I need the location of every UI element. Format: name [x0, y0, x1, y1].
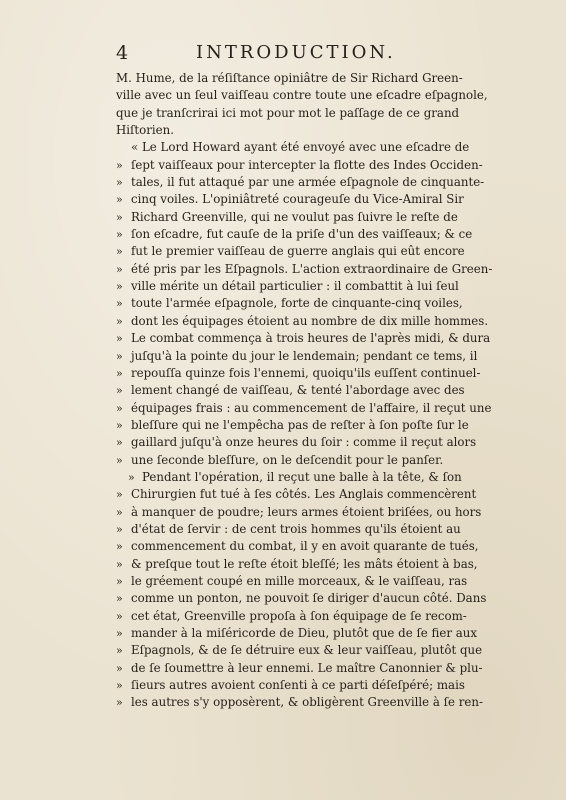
line-text: ville mérite un détail particulier : il combattit à lui ſeul — [131, 279, 459, 294]
text-line — [116, 365, 502, 382]
quotation-mark: » — [116, 349, 123, 363]
quotation-mark: » — [116, 193, 123, 207]
quotation-mark: » — [128, 470, 135, 484]
quotation-mark: » — [116, 176, 123, 190]
text-line — [116, 642, 502, 659]
text-line — [116, 469, 502, 486]
page-header — [116, 42, 496, 64]
line-text: ſept vaiſſeaux pour intercepter la flotte des Indes Occiden- — [131, 157, 483, 172]
line-text: Hiſtorien. — [116, 123, 175, 138]
text-line — [116, 608, 502, 625]
quotation-mark: » — [116, 522, 123, 536]
quotation-mark: » — [116, 696, 123, 710]
line-text: fut le premier vaiſſeau de guerre anglais qui eût encore — [131, 244, 465, 259]
quotation-mark: » — [116, 453, 123, 467]
quotation-mark: » — [116, 384, 123, 398]
text-line — [116, 400, 502, 417]
text-line — [116, 278, 502, 295]
line-text: une ſeconde bleſſure, on le deſcendit pour le panſer. — [131, 452, 444, 467]
quotation-mark: » — [116, 574, 123, 588]
text-line — [116, 139, 502, 156]
text-line — [116, 434, 502, 451]
text-line — [116, 191, 502, 208]
text-line — [116, 174, 502, 191]
text-line — [116, 157, 502, 174]
quotation-mark: » — [116, 418, 123, 432]
text-line — [116, 521, 502, 538]
line-text: que je tranſcrirai ici mot pour mot le paſſage de ce grand — [116, 105, 460, 120]
line-text: bleſſure qui ne l'empêcha pas de reſter à ſon poſte ſur le — [131, 417, 469, 432]
line-text: ſieurs autres avoient conſenti à ce parti déſeſpéré; mais — [131, 678, 465, 693]
quotation-mark: » — [116, 314, 123, 328]
quotation-mark: » — [116, 245, 123, 259]
text-line — [116, 313, 502, 330]
line-text: cet état, Greenville propoſa à ſon équipage de ſe recom- — [131, 608, 467, 623]
text-line — [116, 590, 502, 607]
text-line — [116, 625, 502, 642]
line-text: ſon eſcadre, fut cauſe de la priſe d'un des vaiſſeaux; & ce — [131, 227, 473, 242]
quotation-mark: » — [116, 609, 123, 623]
text-line — [116, 105, 502, 122]
quotation-mark: » — [116, 557, 123, 571]
text-line — [116, 226, 502, 243]
line-text: repouſſa quinze fois l'ennemi, quoiqu'ils euſſent continuel- — [131, 365, 481, 380]
text-line — [116, 87, 502, 104]
text-line — [116, 504, 502, 521]
line-text: le gréement coupé en mille morceaux, & le vaiſſeau, ras — [131, 573, 468, 588]
quotation-mark: » — [116, 661, 123, 675]
quotation-mark: » — [116, 297, 123, 311]
quotation-mark: » — [116, 332, 123, 346]
text-line — [116, 417, 502, 434]
text-line — [116, 694, 502, 711]
line-text: été pris par les Eſpagnols. L'action extraordinaire de Green- — [131, 261, 493, 276]
line-text: cinq voiles. L'opiniâtreté courageuſe du Vice-Amiral Sir — [131, 192, 464, 207]
text-line — [116, 677, 502, 694]
line-text: commencement du combat, il y en avoit quarante de tués, — [131, 539, 479, 554]
text-line — [116, 295, 502, 312]
quotation-mark: » — [116, 592, 123, 606]
quotation-mark: » — [116, 488, 123, 502]
quotation-mark: » — [116, 627, 123, 640]
line-text: équipages frais : au commencement de l'affaire, il reçut une — [131, 400, 492, 415]
quotation-mark: » — [116, 158, 123, 172]
text-line — [116, 573, 502, 590]
line-text: tales, il fut attaqué par une armée eſpagnole de cinquante- — [131, 175, 485, 190]
quotation-mark: » — [116, 262, 123, 276]
quotation-mark: » — [116, 401, 123, 415]
quotation-mark: » — [116, 505, 123, 519]
running-title: INTRODUCTION. — [196, 42, 396, 63]
line-text: Richard Greenville, qui ne voulut pas ſuivre le reſte de — [131, 209, 458, 224]
quotation-mark: » — [116, 210, 123, 224]
text-line — [116, 538, 502, 555]
text-line — [116, 348, 502, 365]
line-text: comme un ponton, ne pouvoit ſe diriger d'aucun côté. Dans — [131, 591, 487, 606]
line-text: les autres s'y opposèrent, & obligèrent Greenville à ſe ren- — [131, 695, 483, 710]
line-text: juſqu'à la pointe du jour le lendemain; pendant ce tems, il — [131, 348, 478, 363]
text-line — [116, 261, 502, 278]
body-text — [116, 70, 502, 712]
text-line — [116, 452, 502, 469]
text-line — [116, 243, 502, 260]
text-line — [116, 122, 502, 139]
line-text: gaillard juſqu'à onze heures du ſoir : comme il reçut alors — [131, 435, 477, 450]
page-number: 4 — [116, 42, 129, 64]
text-line — [116, 486, 502, 503]
line-text: & preſque tout le reſte étoit bleſſé; les mâts étoient à bas, — [131, 556, 478, 571]
line-text: Eſpagnols, & de ſe détruire eux & leur vaiſſeau, plutôt que — [131, 643, 483, 658]
line-text: de ſe ſoumettre à leur ennemi. Le maître Canonnier & plu- — [131, 660, 483, 675]
text-line — [116, 70, 502, 87]
line-text: Pendant l'opération, il reçut une balle à la tête, & ſon — [142, 469, 462, 484]
quotation-mark: » — [116, 366, 123, 380]
line-text: Le combat commença à trois heures de l'après midi, & dura — [131, 331, 491, 346]
line-text: à manquer de poudre; leurs armes étoient briſées, ou hors — [131, 504, 482, 519]
text-line — [116, 209, 502, 226]
quotation-mark: » — [116, 228, 123, 242]
text-line — [116, 556, 502, 573]
text-line — [116, 382, 502, 399]
line-text: Chirurgien fut tué à ſes côtés. Les Anglais commencèrent — [131, 487, 477, 502]
quotation-mark: » — [116, 679, 123, 693]
quotation-mark: » — [116, 540, 123, 554]
line-text: dont les équipages étoient au nombre de dix mille hommes. — [131, 313, 489, 328]
line-text: « Le Lord Howard ayant été envoyé avec une eſcadre de — [131, 140, 470, 155]
line-text: lement changé de vaiſſeau, & tenté l'abordage avec des — [131, 383, 465, 398]
quotation-mark: » — [116, 644, 123, 658]
text-line — [116, 330, 502, 347]
text-line — [116, 660, 502, 677]
line-text: ville avec un ſeul vaiſſeau contre toute une eſcadre eſpagnole, — [116, 88, 488, 103]
quotation-mark: » — [116, 280, 123, 294]
line-text: M. Hume, de la réſiſtance opiniâtre de Sir Richard Green- — [116, 71, 463, 85]
line-text: d'état de ſervir : de cent trois hommes qu'ils étoient au — [131, 521, 461, 536]
line-text: toute l'armée eſpagnole, forte de cinquante-cinq voiles, — [131, 296, 463, 311]
line-text: mander à la miſéricorde de Dieu, plutôt que de ſe fier aux — [131, 626, 478, 640]
quotation-mark: » — [116, 436, 123, 450]
